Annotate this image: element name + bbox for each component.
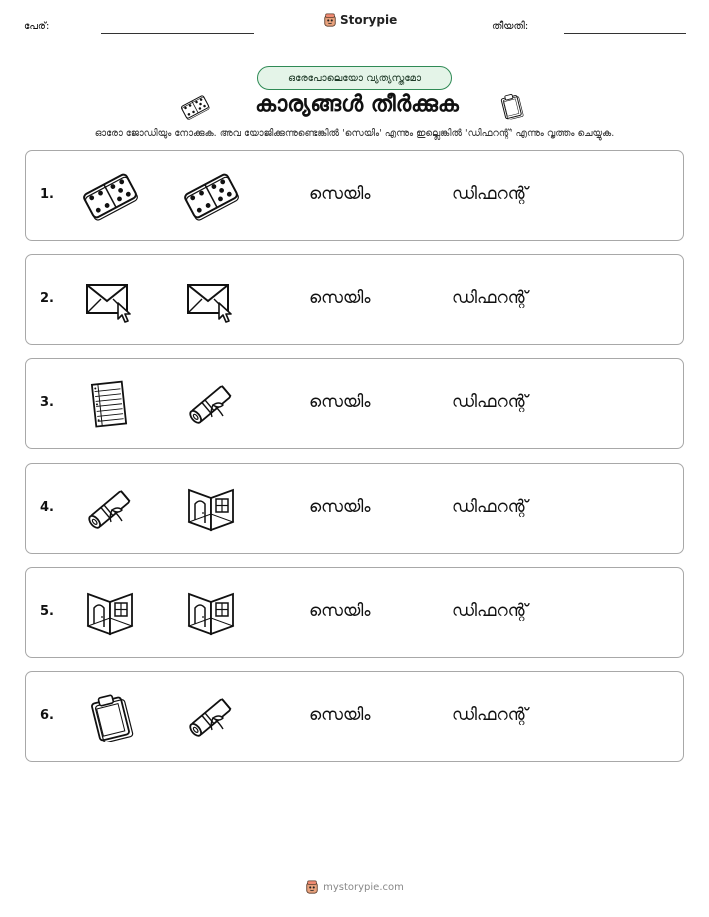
room-corner-icon — [183, 484, 239, 534]
question-number: 3. — [40, 395, 54, 410]
question-number: 5. — [40, 604, 54, 619]
different-option[interactable]: ഡിഫറന്റ് — [452, 184, 528, 204]
topic-badge: ഒരേപോലെയോ വ്യത്യസ്തമോ — [257, 66, 452, 90]
logo-text: Storypie — [340, 13, 398, 27]
room-corner-icon — [183, 588, 239, 638]
question-number: 2. — [40, 291, 54, 306]
question-number: 6. — [40, 708, 54, 723]
name-field-line[interactable] — [101, 33, 254, 34]
domino-icon — [183, 171, 239, 221]
name-label: പേര്: — [24, 21, 50, 32]
diploma-scroll-icon — [82, 484, 138, 534]
footer-url: mystorypie.com — [323, 881, 404, 893]
different-option[interactable]: ഡിഫറന്റ് — [452, 601, 528, 621]
question-row — [25, 671, 684, 762]
mascot-icon — [305, 880, 319, 894]
question-row — [25, 358, 684, 449]
question-row — [25, 254, 684, 345]
email-icon — [82, 275, 138, 325]
room-corner-icon — [82, 588, 138, 638]
different-option[interactable]: ഡിഫറന്റ് — [452, 288, 528, 308]
worksheet-title: കാര്യങ്ങൾ തീർക്കുക — [255, 92, 459, 117]
domino-icon — [82, 171, 138, 221]
same-option[interactable]: സെയിം — [309, 392, 371, 412]
different-option[interactable]: ഡിഫറന്റ് — [452, 392, 528, 412]
clipboard-icon — [82, 692, 138, 742]
question-number: 1. — [40, 187, 54, 202]
same-option[interactable]: സെയിം — [309, 184, 371, 204]
question-row — [25, 567, 684, 658]
different-option[interactable]: ഡിഫറന്റ് — [452, 497, 528, 517]
date-label: തീയതി: — [492, 21, 529, 32]
diploma-scroll-icon — [183, 692, 239, 742]
same-option[interactable]: സെയിം — [309, 497, 371, 517]
same-option[interactable]: സെയിം — [309, 705, 371, 725]
mascot-icon — [323, 13, 337, 27]
storypie-logo — [323, 13, 397, 27]
date-field-line[interactable] — [564, 33, 686, 34]
different-option[interactable]: ഡിഫറന്റ് — [452, 705, 528, 725]
same-option[interactable]: സെയിം — [309, 288, 371, 308]
clipboard-icon — [496, 91, 526, 121]
notepad-icon — [82, 379, 138, 429]
instruction-text: ഓരോ ജോഡിയും നോക്കുക. അവ യോജിക്കുന്നുണ്ടെങ്കിൽ 'സെയിം' എന്നും ഇല്ലെങ്കിൽ 'ഡിഫറന്റ്' എന്നും വൃത്തം ചെയ്യുക. — [94, 128, 615, 139]
question-number: 4. — [40, 500, 54, 515]
same-option[interactable]: സെയിം — [309, 601, 371, 621]
footer — [0, 880, 709, 894]
domino-icon — [180, 94, 210, 120]
question-row — [25, 463, 684, 554]
diploma-scroll-icon — [183, 379, 239, 429]
question-row — [25, 150, 684, 241]
email-icon — [183, 275, 239, 325]
